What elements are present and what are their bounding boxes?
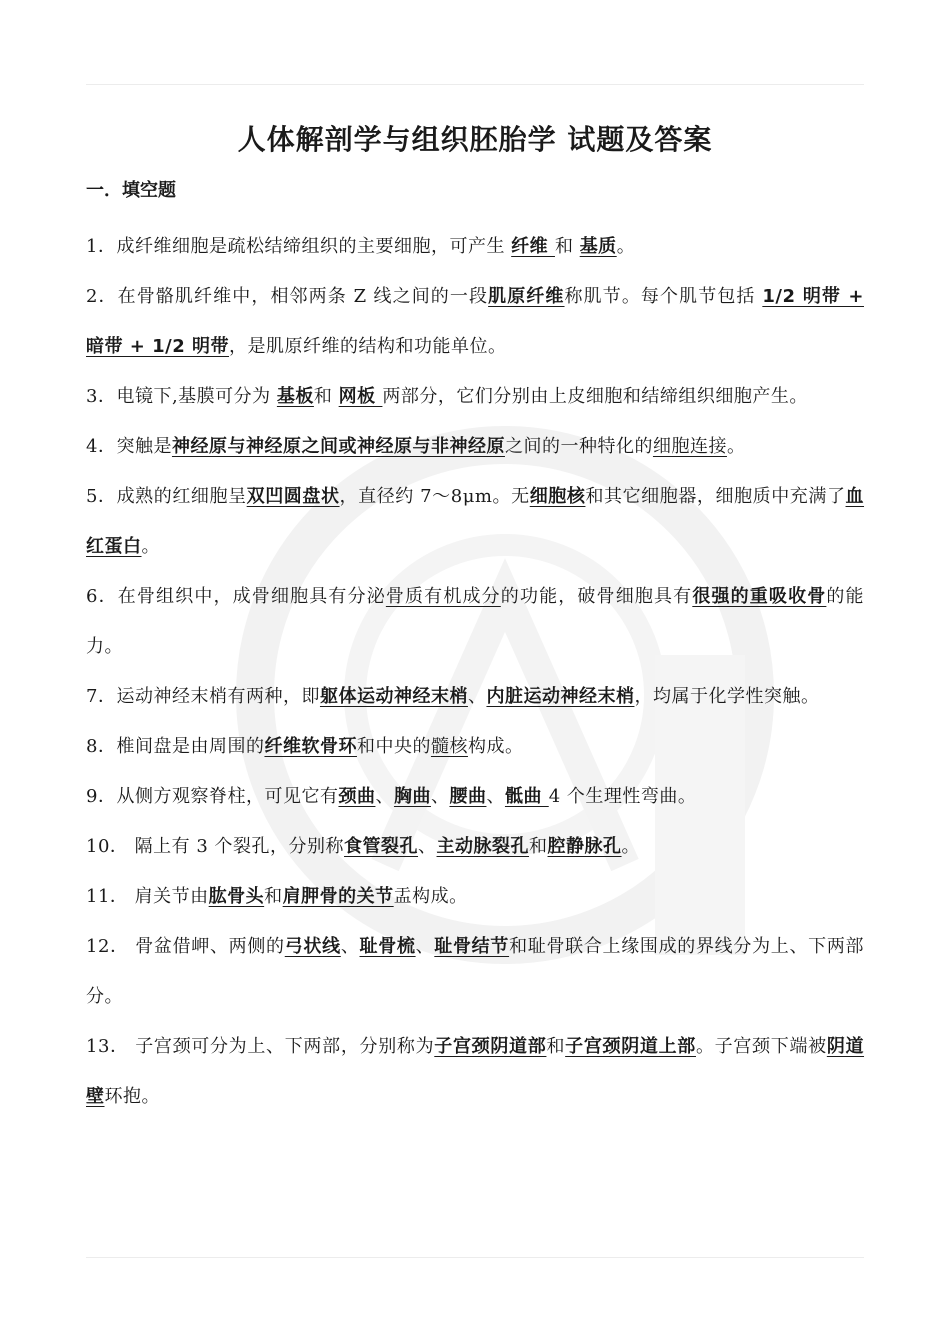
question-text: 5．成熟的红细胞呈 <box>86 486 247 507</box>
question-item <box>86 922 864 1022</box>
answer-blank: 食管裂孔 <box>344 836 419 857</box>
answer-blank: 纤维软骨环 <box>264 736 357 757</box>
question-list <box>86 222 864 1122</box>
question-text: 、 <box>415 936 435 957</box>
answer-blank: 血红蛋白 <box>86 486 865 557</box>
answer-blank: 肱骨头 <box>208 886 265 907</box>
question-item <box>86 772 864 822</box>
question-text: 、 <box>375 786 394 807</box>
question-text: 4 个生理性弯曲。 <box>548 786 697 807</box>
answer-blank: 躯体运动神经末梢 <box>319 686 468 707</box>
question-text: 的功能，破骨细胞具有 <box>500 586 693 607</box>
question-text: 11． 肩关节由 <box>86 886 209 907</box>
answer-blank: 胸曲 <box>393 786 431 807</box>
question-text: 、 <box>486 786 505 807</box>
answer-blank: 很强的重吸收骨 <box>692 586 827 607</box>
question-item <box>86 222 864 272</box>
question-text: 。 <box>726 436 746 457</box>
question-text: 、 <box>430 786 450 807</box>
question-text: 、 <box>418 836 437 857</box>
page-bottom-rule <box>86 1257 864 1258</box>
answer-blank: 耻骨梳 <box>359 936 416 957</box>
question-text: ，是肌原纤维的结构和功能单位。 <box>229 336 507 357</box>
question-text: 和中央的 <box>356 736 431 757</box>
question-text: 和耻骨联合上缘围成的界线分为上、下两部分。 <box>86 936 865 1007</box>
answer-blank: 神经原与神经原之间或神经原与非神经原 <box>171 436 505 457</box>
question-text: 和 <box>264 886 283 907</box>
answer-blank: 细胞连接 <box>652 436 727 457</box>
question-text: 1．成纤维细胞是疏松结缔组织的主要细胞，可产生 <box>86 236 512 257</box>
answer-blank: 骶曲 <box>504 786 549 807</box>
answer-blank: 子宫颈阴道上部 <box>565 1036 696 1057</box>
question-text: 。 <box>621 836 641 857</box>
answer-blank: 颈曲 <box>338 786 376 807</box>
answer-blank: 子宫颈阴道部 <box>434 1036 547 1057</box>
answer-blank: 主动脉裂孔 <box>436 836 530 857</box>
answer-blank: 耻骨结节 <box>434 936 510 957</box>
answer-blank: 双凹圆盘状 <box>246 486 340 507</box>
question-text: 的能力。 <box>86 586 865 657</box>
answer-blank: 基质 <box>579 236 617 257</box>
answer-blank: 骨质有机成分 <box>385 586 501 607</box>
question-item <box>86 722 864 772</box>
question-text: 盂构成。 <box>393 886 468 907</box>
answer-blank: 内脏运动神经末梢 <box>486 686 635 707</box>
question-item <box>86 572 864 672</box>
answer-blank: 细胞核 <box>529 486 586 507</box>
question-item <box>86 1022 864 1122</box>
question-text: 之间的一种特化的 <box>504 436 653 457</box>
answer-blank: 肩胛骨的关节 <box>282 886 394 907</box>
question-text: 、 <box>467 686 487 707</box>
question-item <box>86 472 864 572</box>
question-item <box>86 372 864 422</box>
answer-blank: 1/2 明带 + 暗带 + 1/2 明带 <box>86 286 864 357</box>
question-text: 。子宫颈下端被 <box>695 1036 827 1057</box>
question-text: 环抱。 <box>104 1086 160 1107</box>
question-text: 12． 骨盆借岬、两侧的 <box>86 936 285 957</box>
question-text: 和其它细胞器，细胞质中充满了 <box>585 486 846 507</box>
question-text: 6．在骨组织中，成骨细胞具有分泌 <box>86 586 386 607</box>
question-text: 2．在骨骼肌纤维中，相邻两条 Z 线之间的一段 <box>86 286 489 307</box>
question-text: 和 <box>529 836 548 857</box>
answer-blank: 阴道壁 <box>86 1036 865 1107</box>
question-item <box>86 822 864 872</box>
question-text: 和 <box>546 1036 566 1057</box>
question-text: ，直径约 7～8μm。无 <box>339 486 530 507</box>
answer-blank: 腰曲 <box>449 786 487 807</box>
answer-blank: 纤维 <box>511 236 555 257</box>
question-text: ，均属于化学性突触。 <box>634 686 820 707</box>
question-item <box>86 872 864 922</box>
answer-blank: 腔静脉孔 <box>547 836 622 857</box>
question-text: 3．电镜下,基膜可分为 <box>86 386 277 407</box>
question-item <box>86 272 864 372</box>
question-text: 称肌节。每个肌节包括 <box>564 286 763 307</box>
question-text: 7．运动神经末梢有两种，即 <box>86 686 320 707</box>
question-text: 4．突触是 <box>86 436 172 457</box>
question-text: 。 <box>141 536 160 557</box>
answer-blank: 基板 <box>276 386 314 407</box>
question-text: 、 <box>340 936 360 957</box>
section-heading-fill-in: 一．填空题 <box>86 180 176 201</box>
question-item <box>86 672 864 722</box>
question-text: 两部分，它们分别由上皮细胞和结缔组织细胞产生。 <box>382 386 808 407</box>
question-text: 8．椎间盘是由周围的 <box>86 736 265 757</box>
page-top-rule <box>86 84 864 85</box>
question-text: 和 <box>313 386 339 407</box>
question-text: 10． 隔上有 3 个裂孔，分别称 <box>86 836 345 857</box>
answer-blank: 肌原纤维 <box>488 286 565 307</box>
question-text: 9．从侧方观察脊柱，可见它有 <box>86 786 339 807</box>
question-text: 。 <box>616 236 636 257</box>
document-title: 人体解剖学与组织胚胎学 试题及答案 <box>237 123 713 156</box>
answer-blank: 髓核 <box>430 736 468 757</box>
answer-blank: 弓状线 <box>284 936 341 957</box>
question-text: 和 <box>554 236 580 257</box>
question-text: 13． 子宫颈可分为上、下两部，分别称为 <box>86 1036 435 1057</box>
question-text: 构成。 <box>467 736 524 757</box>
answer-blank: 网板 <box>338 386 383 407</box>
question-item <box>86 422 864 472</box>
